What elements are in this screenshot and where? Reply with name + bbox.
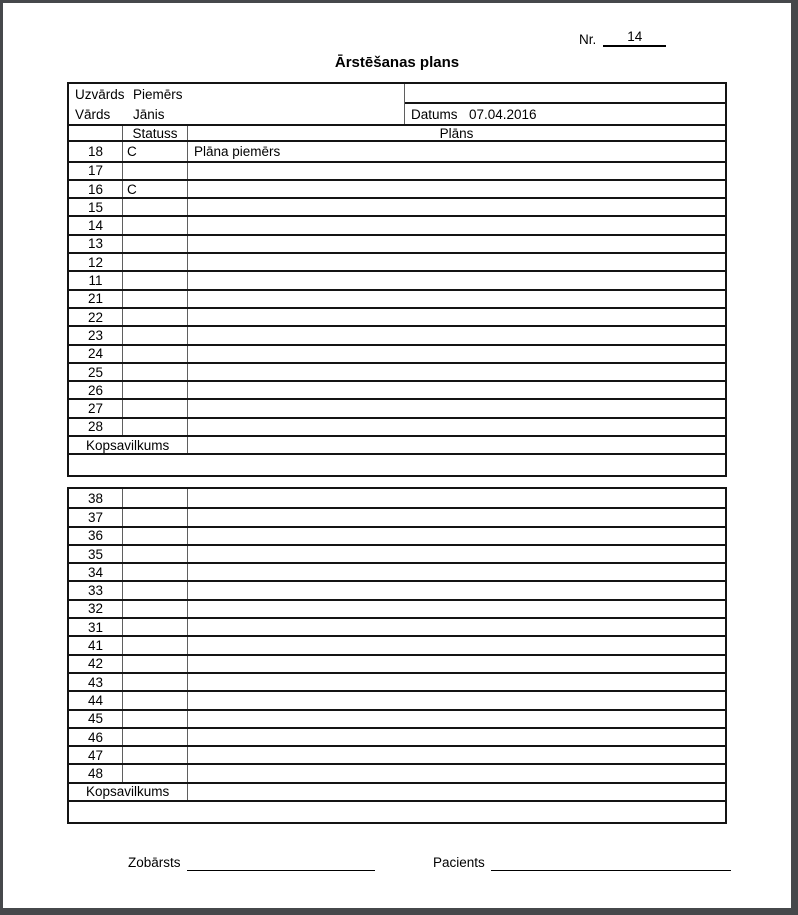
tooth-row — [69, 489, 725, 507]
status-cell — [123, 364, 188, 380]
tooth-row — [69, 179, 725, 197]
tooth-number-cell: 11 — [69, 272, 123, 288]
status-cell — [123, 637, 188, 653]
status-cell — [123, 163, 188, 179]
tooth-row — [69, 362, 725, 380]
tooth-row — [69, 234, 725, 252]
plan-cell — [188, 364, 725, 380]
summary-value-cell — [188, 437, 725, 453]
status-cell — [123, 711, 188, 727]
plan-cell — [188, 489, 725, 507]
signature-row — [3, 852, 791, 871]
status-cell — [123, 546, 188, 562]
firstname-label: Vārds — [75, 106, 111, 122]
plan-cell — [188, 729, 725, 745]
tooth-number-cell: 46 — [69, 729, 123, 745]
plan-cell — [188, 674, 725, 690]
tooth-number-cell: 22 — [69, 309, 123, 325]
tooth-row — [69, 635, 725, 653]
tooth-number-cell: 45 — [69, 711, 123, 727]
status-cell — [123, 729, 188, 745]
status-cell — [123, 747, 188, 763]
status-cell: C — [123, 181, 188, 197]
date-row — [405, 104, 725, 124]
tooth-number-cell: 17 — [69, 163, 123, 179]
plan-cell — [188, 199, 725, 215]
tooth-row — [69, 252, 725, 270]
status-cell — [123, 692, 188, 708]
plan-cell — [188, 528, 725, 544]
patient-signature-block — [433, 855, 731, 871]
plan-cell — [188, 765, 725, 781]
plan-cell — [188, 711, 725, 727]
status-cell — [123, 236, 188, 252]
patient-name-cell — [69, 84, 405, 124]
status-cell — [123, 309, 188, 325]
status-cell — [123, 601, 188, 617]
summary-label: Kopsavilkums — [69, 784, 188, 800]
firstname-row — [69, 104, 404, 124]
tooth-row — [69, 197, 725, 215]
dentist-label: Zobārsts — [128, 855, 181, 870]
tooth-row — [69, 142, 725, 160]
plan-cell — [188, 637, 725, 653]
tooth-number-cell: 27 — [69, 400, 123, 416]
plan-cell — [188, 546, 725, 562]
plan-cell — [188, 400, 725, 416]
summary-label: Kopsavilkums — [69, 437, 188, 453]
tooth-number-cell: 41 — [69, 637, 123, 653]
tooth-row — [69, 727, 725, 745]
patient-header-box — [69, 84, 725, 124]
plan-cell — [188, 419, 725, 435]
status-cell — [123, 400, 188, 416]
status-cell — [123, 674, 188, 690]
tooth-row — [69, 562, 725, 580]
tooth-number-cell: 35 — [69, 546, 123, 562]
tooth-row — [69, 325, 725, 343]
plan-cell — [188, 291, 725, 307]
summary-value-cell — [188, 784, 725, 800]
lower-teeth-table — [67, 487, 727, 824]
plan-cell — [188, 217, 725, 233]
tooth-number-cell: 47 — [69, 747, 123, 763]
tooth-number-cell: 25 — [69, 364, 123, 380]
status-cell — [123, 272, 188, 288]
tooth-number-cell: 18 — [69, 142, 123, 160]
tooth-number-cell: 13 — [69, 236, 123, 252]
status-cell — [123, 509, 188, 525]
tooth-number-cell: 31 — [69, 619, 123, 635]
tooth-number-cell: 33 — [69, 582, 123, 598]
status-cell — [123, 619, 188, 635]
page-title: Ārstēšanas plans — [334, 54, 460, 71]
plan-cell — [188, 346, 725, 362]
tooth-number-cell: 15 — [69, 199, 123, 215]
plan-cell — [188, 601, 725, 617]
tooth-number-cell: 32 — [69, 601, 123, 617]
status-cell: C — [123, 142, 188, 160]
plan-cell — [188, 692, 725, 708]
document-number-block — [579, 27, 666, 47]
dentist-signature-line — [187, 856, 375, 871]
tooth-row — [69, 380, 725, 398]
status-cell — [123, 346, 188, 362]
tooth-row — [69, 344, 725, 362]
tooth-number-cell: 44 — [69, 692, 123, 708]
document-page — [3, 3, 791, 908]
tooth-number-cell: 16 — [69, 181, 123, 197]
tooth-row — [69, 544, 725, 562]
tooth-row — [69, 709, 725, 727]
tooth-number-cell: 26 — [69, 382, 123, 398]
plan-cell — [188, 236, 725, 252]
surname-label: Uzvārds — [75, 86, 125, 102]
status-cell — [123, 254, 188, 270]
tooth-number-cell: 21 — [69, 291, 123, 307]
tooth-number-cell: 48 — [69, 765, 123, 781]
status-cell — [123, 582, 188, 598]
status-cell — [123, 291, 188, 307]
status-cell — [123, 528, 188, 544]
tooth-row — [69, 161, 725, 179]
summary-row-upper — [69, 435, 725, 453]
status-cell — [123, 564, 188, 580]
plan-cell — [188, 564, 725, 580]
tooth-number-cell: 34 — [69, 564, 123, 580]
plan-cell — [188, 582, 725, 598]
plan-cell — [188, 254, 725, 270]
number-value: 14 — [603, 28, 666, 47]
tooth-row — [69, 599, 725, 617]
tooth-row — [69, 398, 725, 416]
plan-cell — [188, 747, 725, 763]
plan-cell — [188, 382, 725, 398]
surname-row — [69, 84, 404, 104]
tooth-row — [69, 580, 725, 598]
plan-cell: Plāna piemērs — [194, 143, 281, 159]
plan-cell — [188, 619, 725, 635]
status-cell — [123, 199, 188, 215]
tooth-number-cell: 14 — [69, 217, 123, 233]
patient-signature-line — [491, 856, 731, 871]
firstname-value: Jānis — [133, 106, 165, 122]
number-label: Nr. — [579, 32, 597, 47]
status-cell — [123, 217, 188, 233]
tooth-row — [69, 270, 725, 288]
upper-teeth-table — [67, 82, 727, 477]
tooth-number-cell: 42 — [69, 656, 123, 672]
tooth-row — [69, 745, 725, 763]
tooth-row — [69, 763, 725, 781]
tooth-number-cell: 28 — [69, 419, 123, 435]
date-label: Datums — [411, 106, 458, 122]
plan-cell — [188, 181, 725, 197]
status-cell — [123, 489, 188, 507]
dentist-signature-block — [128, 855, 375, 871]
status-cell — [123, 382, 188, 398]
tooth-number-cell: 38 — [69, 489, 123, 507]
tooth-row — [69, 672, 725, 690]
tooth-row — [69, 690, 725, 708]
column-header-row — [69, 124, 725, 142]
date-value: 07.04.2016 — [469, 106, 537, 122]
tooth-number-cell: 23 — [69, 327, 123, 343]
tooth-number-cell: 12 — [69, 254, 123, 270]
status-cell — [123, 765, 188, 781]
status-cell — [123, 419, 188, 435]
tooth-number-cell: 24 — [69, 346, 123, 362]
summary-text-area-lower — [69, 800, 725, 822]
tooth-number-cell: 43 — [69, 674, 123, 690]
upper-tooth-rows — [69, 142, 725, 435]
tooth-row — [69, 307, 725, 325]
summary-text-area-upper — [69, 453, 725, 475]
patient-label: Pacients — [433, 855, 485, 870]
plan-column-header: Plāns — [439, 126, 474, 141]
plan-cell — [188, 163, 725, 179]
tooth-row — [69, 289, 725, 307]
plan-cell — [188, 509, 725, 525]
status-column-header: Statuss — [123, 126, 188, 140]
plan-cell — [188, 272, 725, 288]
lower-tooth-rows — [69, 489, 725, 782]
surname-value: Piemērs — [133, 86, 183, 102]
summary-row-lower — [69, 782, 725, 800]
tooth-column-header — [69, 126, 123, 140]
empty-header-cell — [405, 84, 725, 104]
status-cell — [123, 327, 188, 343]
tooth-row — [69, 507, 725, 525]
plan-cell — [188, 327, 725, 343]
tooth-row — [69, 654, 725, 672]
plan-cell — [188, 309, 725, 325]
date-cell — [405, 84, 725, 124]
tooth-row — [69, 617, 725, 635]
plan-cell — [188, 656, 725, 672]
tooth-row — [69, 215, 725, 233]
tooth-row — [69, 417, 725, 435]
tooth-number-cell: 37 — [69, 509, 123, 525]
status-cell — [123, 656, 188, 672]
tooth-row — [69, 526, 725, 544]
tooth-number-cell: 36 — [69, 528, 123, 544]
